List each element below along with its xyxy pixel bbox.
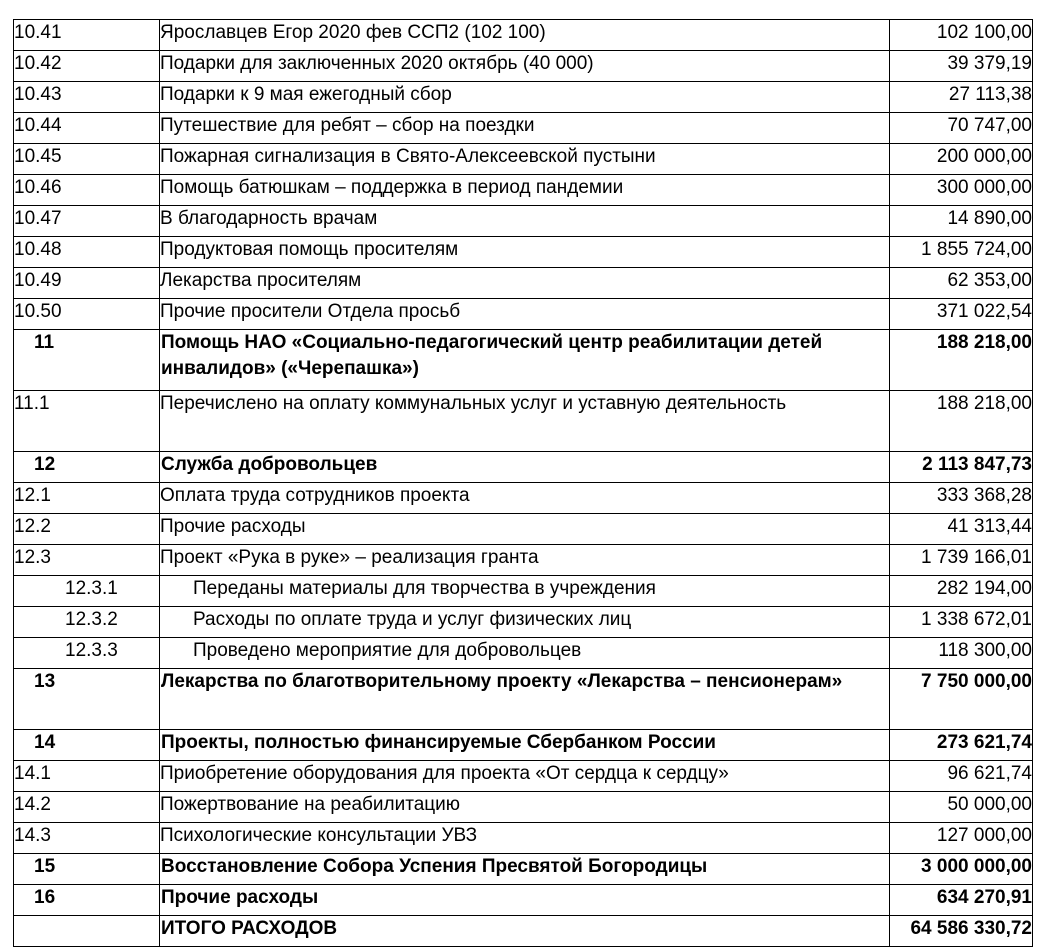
table-row <box>14 82 1033 113</box>
table-row <box>14 854 1033 885</box>
row-amount: 200 000,00 <box>890 144 1033 175</box>
table-row <box>14 483 1033 514</box>
row-number: 12.3 <box>14 545 160 576</box>
table-row <box>14 638 1033 669</box>
table-row <box>14 113 1033 144</box>
row-number: 10.45 <box>14 144 160 175</box>
table-row <box>14 669 1033 730</box>
row-description: Психологические консультации УВЗ <box>160 823 890 854</box>
row-number: 10.49 <box>14 268 160 299</box>
table-row <box>14 452 1033 483</box>
table-row <box>14 792 1033 823</box>
row-amount: 70 747,00 <box>890 113 1033 144</box>
row-amount: 127 000,00 <box>890 823 1033 854</box>
row-description: Пожарная сигнализация в Свято-Алексеевской пустыни <box>160 144 890 175</box>
row-amount: 50 000,00 <box>890 792 1033 823</box>
row-description: Оплата труда сотрудников проекта <box>160 483 890 514</box>
row-number: 12.3.3 <box>14 638 160 669</box>
row-description: В благодарность врачам <box>160 206 890 237</box>
row-number: 13 <box>14 669 160 730</box>
table-row <box>14 237 1033 268</box>
total-label: ИТОГО РАСХОДОВ <box>160 916 890 947</box>
row-description: Проекты, полностью финансируемые Сбербанком России <box>160 730 890 761</box>
row-amount: 273 621,74 <box>890 730 1033 761</box>
row-number: 10.47 <box>14 206 160 237</box>
total-amount: 64 586 330,72 <box>890 916 1033 947</box>
total-row <box>14 916 1033 947</box>
row-description: Лекарства просителям <box>160 268 890 299</box>
row-number: 10.41 <box>14 20 160 51</box>
table-row <box>14 391 1033 452</box>
row-amount: 1 855 724,00 <box>890 237 1033 268</box>
row-amount: 634 270,91 <box>890 885 1033 916</box>
table-row <box>14 514 1033 545</box>
row-amount: 282 194,00 <box>890 576 1033 607</box>
table-row <box>14 51 1033 82</box>
row-amount: 333 368,28 <box>890 483 1033 514</box>
row-number: 10.43 <box>14 82 160 113</box>
row-amount: 27 113,38 <box>890 82 1033 113</box>
row-number: 10.46 <box>14 175 160 206</box>
table-row <box>14 823 1033 854</box>
row-amount: 371 022,54 <box>890 299 1033 330</box>
row-description: Служба добровольцев <box>160 452 890 483</box>
total-number <box>14 916 160 947</box>
table-row <box>14 576 1033 607</box>
row-amount: 96 621,74 <box>890 761 1033 792</box>
row-number: 10.42 <box>14 51 160 82</box>
table-row <box>14 885 1033 916</box>
table-row <box>14 330 1033 391</box>
expense-report-table <box>13 19 1033 947</box>
row-number: 14.3 <box>14 823 160 854</box>
row-description: Расходы по оплате труда и услуг физических лиц <box>160 607 890 638</box>
row-number: 15 <box>14 854 160 885</box>
row-description: Ярославцев Егор 2020 фев ССП2 (102 100) <box>160 20 890 51</box>
expense-report-body <box>14 20 1033 947</box>
row-number: 14.1 <box>14 761 160 792</box>
row-amount: 3 000 000,00 <box>890 854 1033 885</box>
row-amount: 1 338 672,01 <box>890 607 1033 638</box>
row-description: Приобретение оборудования для проекта «От сердца к сердцу» <box>160 761 890 792</box>
row-amount: 1 739 166,01 <box>890 545 1033 576</box>
row-description: Продуктовая помощь просителям <box>160 237 890 268</box>
row-description: Перечислено на оплату коммунальных услуг и уставную деятельность <box>160 391 890 452</box>
row-number: 10.50 <box>14 299 160 330</box>
row-description: Помощь батюшкам – поддержка в период пандемии <box>160 175 890 206</box>
table-row <box>14 20 1033 51</box>
row-number: 14 <box>14 730 160 761</box>
row-number: 12.2 <box>14 514 160 545</box>
row-amount: 39 379,19 <box>890 51 1033 82</box>
row-number: 12.3.2 <box>14 607 160 638</box>
row-amount: 2 113 847,73 <box>890 452 1033 483</box>
row-description: Помощь НАО «Социально-педагогический центр реабилитации детей инвалидов» («Черепашка») <box>160 330 890 391</box>
table-row <box>14 175 1033 206</box>
table-row <box>14 206 1033 237</box>
row-description: Прочие просители Отдела просьб <box>160 299 890 330</box>
row-number: 14.2 <box>14 792 160 823</box>
row-description: Проведено мероприятие для добровольцев <box>160 638 890 669</box>
row-description: Подарки для заключенных 2020 октябрь (40 000) <box>160 51 890 82</box>
row-number: 11 <box>14 330 160 391</box>
row-amount: 188 218,00 <box>890 330 1033 391</box>
row-number: 12 <box>14 452 160 483</box>
row-description: Переданы материалы для творчества в учреждения <box>160 576 890 607</box>
row-amount: 188 218,00 <box>890 391 1033 452</box>
row-number: 12.3.1 <box>14 576 160 607</box>
row-number: 10.44 <box>14 113 160 144</box>
table-row <box>14 761 1033 792</box>
row-description: Восстановление Собора Успения Пресвятой Богородицы <box>160 854 890 885</box>
row-number: 11.1 <box>14 391 160 452</box>
row-amount: 300 000,00 <box>890 175 1033 206</box>
table-row <box>14 144 1033 175</box>
row-number: 12.1 <box>14 483 160 514</box>
table-row <box>14 545 1033 576</box>
row-description: Проект «Рука в руке» – реализация гранта <box>160 545 890 576</box>
row-number: 16 <box>14 885 160 916</box>
table-row <box>14 607 1033 638</box>
table-row <box>14 268 1033 299</box>
row-amount: 41 313,44 <box>890 514 1033 545</box>
row-description: Лекарства по благотворительному проекту «Лекарства – пенсионерам» <box>160 669 890 730</box>
row-description: Пожертвование на реабилитацию <box>160 792 890 823</box>
row-description: Путешествие для ребят – сбор на поездки <box>160 113 890 144</box>
row-description: Прочие расходы <box>160 514 890 545</box>
row-description: Подарки к 9 мая ежегодный сбор <box>160 82 890 113</box>
table-row <box>14 730 1033 761</box>
row-number: 10.48 <box>14 237 160 268</box>
row-amount: 102 100,00 <box>890 20 1033 51</box>
row-amount: 14 890,00 <box>890 206 1033 237</box>
row-amount: 62 353,00 <box>890 268 1033 299</box>
row-amount: 7 750 000,00 <box>890 669 1033 730</box>
table-row <box>14 299 1033 330</box>
row-description: Прочие расходы <box>160 885 890 916</box>
row-amount: 118 300,00 <box>890 638 1033 669</box>
